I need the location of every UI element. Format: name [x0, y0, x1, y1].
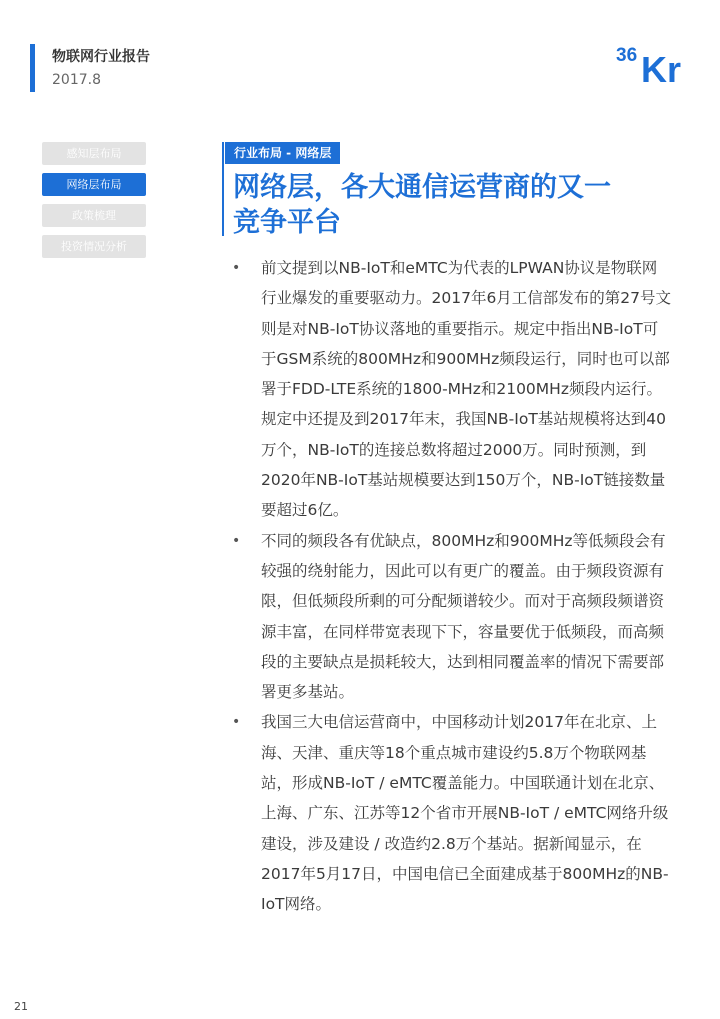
page-title [233, 170, 663, 240]
logo-36-text: 36 [616, 45, 638, 66]
bullet-list [232, 253, 672, 920]
bullet-text: 前文提到以NB-IoT和eMTC为代表的LPWAN协议是物联网行业爆发的重要驱动力。2017年6月工信部发布的第27号文则是对NB-IoT协议落地的重要指示。规定中指出NB-IoT可于GSM系统的800MHz和900MHz频段运行，同时也可以部署于FDD-LTE系统的1800-MHz和2100MHz频段内运行。规定中还提及到2017年末，我国NB-IoT基站规模将达到40万个，NB-IoT的连接总数将超过2000万。同时预测，到2020年NB-IoT基站规模要达到150万个，NB-IoT链接数量要超过6亿。 [261, 259, 672, 520]
list-item [232, 707, 672, 919]
page-title-line1: 网络层，各大通信运营商的又一 [233, 172, 611, 203]
nav-item-network-layer[interactable]: 网络层布局 [42, 173, 146, 196]
page-number: 21 [14, 1000, 28, 1013]
bullet-text: 我国三大电信运营商中，中国移动计划2017年在北京、上海、天津、重庆等18个重点城市建设约5.8万个物联网基站，形成NB-IoT / eMTC覆盖能力。中国联通计划在北京、上海、广东、江苏等12个省市开展NB-IoT / eMTC网络升级建设，涉及建设 / 改造约2.8万个基站。据新闻显示，在2017年5月17日，中国电信已全面建成基于800MHz的NB-IoT网络。 [261, 713, 669, 914]
nav-item-policy[interactable]: 政策梳理 [42, 204, 146, 227]
36kr-logo [616, 42, 692, 84]
nav-item-investment[interactable]: 投资情况分析 [42, 235, 146, 258]
list-item [232, 253, 672, 526]
logo-kr-text: Kr [641, 49, 682, 84]
report-date: 2017.8 [52, 72, 101, 88]
title-accent-line [222, 142, 224, 236]
nav-item-perception-layer[interactable]: 感知层布局 [42, 142, 146, 165]
report-title: 物联网行业报告 [52, 49, 150, 65]
bullet-text: 不同的频段各有优缺点，800MHz和900MHz等低频段会有较强的绕射能力，因此可以有更广的覆盖。由于频段资源有限，但低频段所剩的可分配频谱较少。而对于高频段频谱资源丰富，在同样带宽表现下下，容量要优于低频段，而高频段的主要缺点是损耗较大，达到相同覆盖率的情况下需要部署更多基站。 [261, 531, 666, 702]
header-accent-bar [30, 44, 35, 92]
bullet-icon: • [232, 260, 241, 276]
section-tag: 行业布局 - 网络层 [225, 142, 340, 164]
bullet-icon: • [232, 714, 241, 731]
list-item [232, 526, 672, 708]
section-nav [42, 142, 146, 266]
page-title-line2: 竞争平台 [233, 207, 341, 238]
bullet-icon: • [232, 532, 241, 549]
